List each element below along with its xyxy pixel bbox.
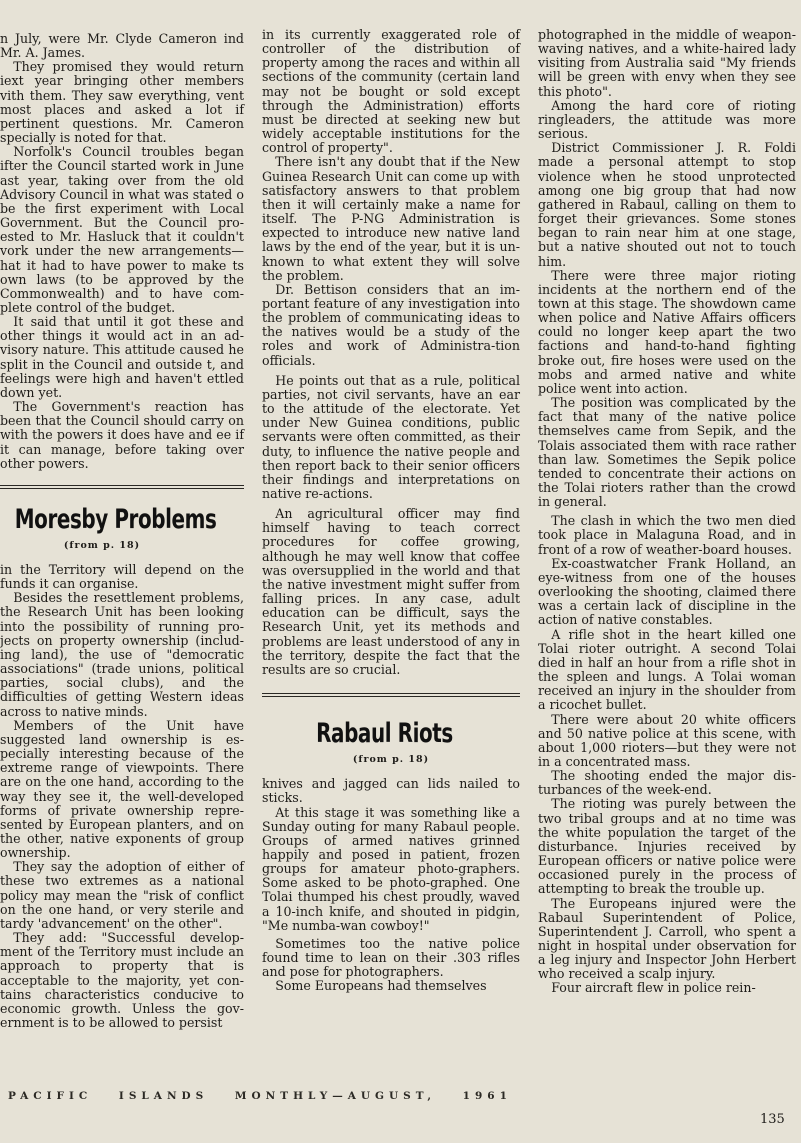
paragraph: The rioting was purely between the two tribal groups and at no time was the white population the target of the disturbance. Injuries received by European officers or native police were occasioned purely in the process of attempting to break the trouble up. bbox=[538, 796, 796, 897]
paragraph: It said that until it got these and other things it would act in an ad-visory nature. This attitude caused he split in the Council and outside t, and feelings were high and haven't ettled down yet. bbox=[0, 314, 244, 400]
column-middle bbox=[262, 28, 520, 994]
article-text-block bbox=[262, 28, 520, 677]
paragraph: Sometimes too the native police found time to lean on their .303 rifles and pose for photographers. bbox=[262, 935, 520, 980]
paragraph: A rifle shot in the heart killed one Tolai rioter outright. A second Tolai died in half an hour from a rifle shot in the spleen and lungs. A Tolai woman received an injury in the shoulder from a ricochet bullet. bbox=[538, 626, 796, 713]
paragraph: An agricultural officer may find himself having to teach correct procedures for coffee growing, although he may well know that coffee was oversupplied in the world and that the native investment might suffer from falling prices. In any case, adult education can be difficult, says the Research Unit, yet its methods and problems are least understood of any in the territory, despite the fact that the results are so crucial. bbox=[262, 506, 520, 677]
paragraph: He points out that as a rule, political parties, not civil servants, have an ear to the attitude of the electorate. Yet under New Guinea conditions, public servants were often committed, as their duty, to influence the native people and then report back to their senior officers their findings and interpretations on native re-actions. bbox=[262, 372, 520, 501]
page-number: 135 bbox=[760, 1112, 785, 1127]
continued-from-label: (from p. 18) bbox=[63, 539, 141, 551]
article-text-block bbox=[538, 28, 796, 996]
paragraph: knives and jagged can lids nailed to sticks. bbox=[262, 776, 520, 806]
paragraph: Some Europeans had themselves bbox=[275, 978, 487, 994]
page-footer: PACIFIC ISLANDS MONTHLY—AUGUST, 1961 bbox=[8, 1090, 512, 1102]
paragraph: At this stage it was something like a Sunday outing for many Rabaul people. Groups of armed natives grinned happily and posed in patient, frozen groups for amateur photo-graphers. Some asked to be photo-graphed. One Tolai thumped his chest proudly, waved a 10-inch knife, and shouted in pidgin, "Me numba-wan cowboy!" bbox=[262, 804, 520, 933]
paragraph: The position was complicated by the fact that many of the native police themselves came from Sepik, and the Tolais associated them with race rather than law. Sometimes the Sepik police tended to concentrate their actions on the Tolai rioters rather than the crowd in general. bbox=[538, 395, 796, 510]
paragraph: Besides the resettlement problems, the Research Unit has been looking into the possibility of running pro-jects on property ownership (includ-ing land), the use of "democratic associations" (trade unions, political parties, social clubs), and the difficulties of getting Western ideas across to native minds. bbox=[0, 590, 244, 719]
article-text-block bbox=[262, 777, 520, 993]
column-left bbox=[0, 32, 244, 1030]
paragraph: Norfolk's Council troubles began ifter the Council started work in June ast year, taking over from the old Advisory Council in what was stated o be the first experiment with Local Government. But the Council pro-ested to Mr. Hasluck that it couldn't vork under the new arrangements— hat it had to have power to make ts own laws (to be approved by the Commonwealth) and to have com-plete control of the budget. bbox=[0, 144, 244, 315]
paragraph: Among the hard core of rioting ringleaders, the attitude was more serious. bbox=[538, 97, 796, 142]
headline-rabaul-riots: Rabaul Riots bbox=[316, 718, 453, 750]
paragraph: in the Territory will depend on the funds it can organise. bbox=[0, 562, 244, 592]
paragraph: The Europeans injured were the Rabaul Superintendent of Police, Superintendent J. Carroll, who spent a night in hospital under observation for a leg injury and Inspector John Herbert who received a scalp injury. bbox=[538, 895, 796, 982]
paragraph: The shooting ended the major dis-turbances of the week-end. bbox=[538, 768, 796, 798]
paragraph: There were three major rioting incidents at the northern end of the town at this stage. The showdown came when police and Native Affairs officers could no longer keep apart the two factions and hand-to-hand fighting broke out, fire hoses were used on the mobs and armed native and white police went into action. bbox=[538, 267, 796, 396]
paragraph: Members of the Unit have suggested land ownership is es-pecially interesting because of the extreme range of viewpoints. There are on the one hand, according to the way they see it, the well-developed forms of private ownership repre-sented by European planters, and on the other, native exponents of group ownership. bbox=[0, 717, 244, 861]
continued-from-label: (from p. 18) bbox=[352, 754, 430, 766]
column-right bbox=[538, 28, 796, 996]
paragraph: Dr. Bettison considers that an im-portant feature of any investigation into the problem of communicating ideas to the natives would be a study of the roles and work of Administra-tion officials. bbox=[262, 281, 520, 368]
paragraph: n July, were Mr. Clyde Cameron ind Mr. A. James. bbox=[0, 31, 244, 61]
paragraph: They say the adoption of either of these two extremes as a national policy may mean the "risk of conflict on the one hand, or very sterile and tardy 'advancement' on the other". bbox=[0, 859, 244, 931]
paragraph: The clash in which the two men died took place in Malaguna Road, and in front of a row of weather-board houses. bbox=[538, 513, 796, 557]
article-text-block bbox=[0, 563, 244, 1030]
paragraph: photographed in the middle of weapon-waving natives, and a white-haired lady visiting from Australia said "My friends will be green with envy when they see this photo". bbox=[538, 27, 796, 99]
paragraph: Ex-coastwatcher Frank Holland, an eye-witness from one of the houses overlooking the shooting, claimed there was a certain lack of discipline in the action of native constables. bbox=[538, 555, 796, 628]
paragraph: District Commissioner J. R. Foldi made a personal attempt to stop violence when he stood unprotected among one big group that had now gathered in Rabaul, calling on them to forget their grievances. Some stones began to rain near him at one stage, but a native shouted out not to touch him. bbox=[538, 140, 796, 269]
paragraph: The Government's reaction has been that the Council should carry on with the powers it does have and ee if it can manage, before taking over other powers. bbox=[0, 399, 244, 471]
headline-moresby-problems: Moresby Problems bbox=[14, 503, 217, 535]
paragraph: They add: "Successful develop-ment of the Territory must include an approach to property that is acceptable to the majority, yet con-tains characteristics conducive to economic growth. Unless the gov-ernment is to be allowed to persist bbox=[0, 930, 244, 1030]
paragraph: There isn't any doubt that if the New Guinea Research Unit can come up with satisfactory answers to that problem then it will certainly make a name for itself. The P-NG Administration is expected to introduce new native land laws by the end of the year, but it is un-known to what extent they will solve the problem. bbox=[262, 154, 520, 283]
paragraph: in its currently exaggerated role of controller of the distribution of property among the races and within all sections of the community (certain land may not be bought or sold except through the Administration) efforts must be directed at seeking new but widely acceptable institutions for the control of property". bbox=[262, 27, 520, 156]
paragraph: There were about 20 white officers and 50 native police at this scene, with about 1,000 rioters—but they were not in a concentrated mass. bbox=[538, 711, 796, 769]
paragraph: Four aircraft flew in police rein- bbox=[551, 980, 756, 996]
paragraph: They promised they would return iext year bringing other members vith them. They saw everything, vent most places and asked a lot if pertinent questions. Mr. Cameron specially is noted for that. bbox=[0, 59, 244, 146]
article-text-block bbox=[0, 32, 244, 471]
